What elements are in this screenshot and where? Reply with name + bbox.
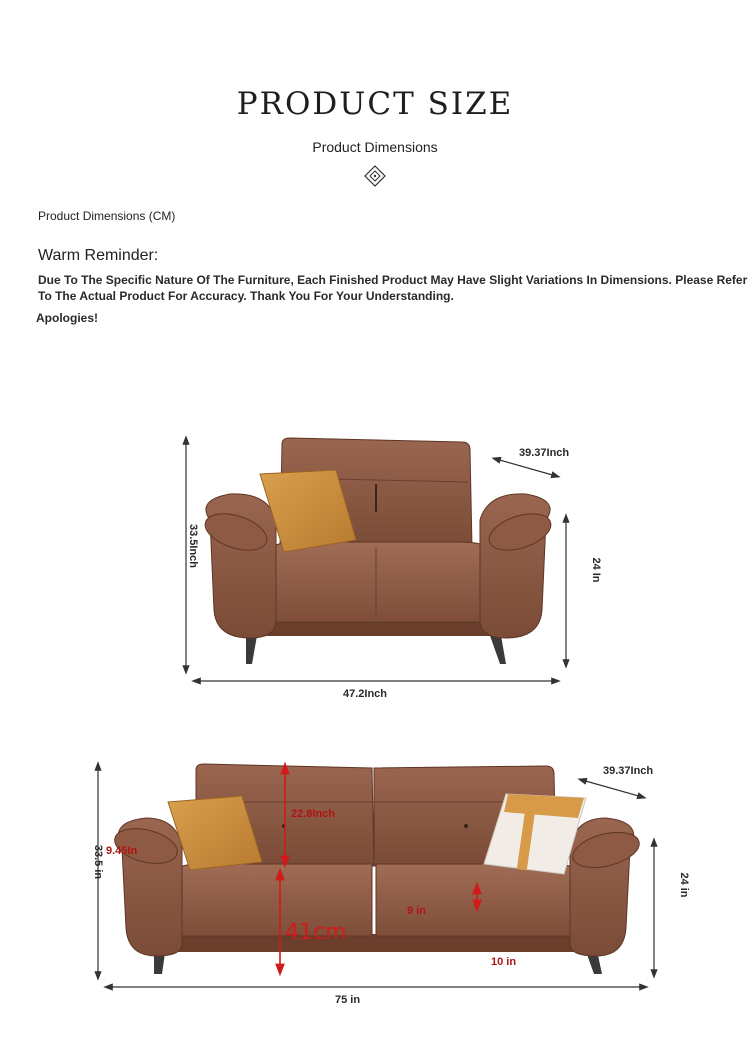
seat-cushion-right [376, 864, 582, 936]
cushion-thickness-label: 9 in [407, 905, 426, 917]
loveseat-sofa [111, 764, 643, 974]
page-subtitle: Product Dimensions [312, 139, 438, 155]
reminder-line-1: Due To The Specific Nature Of The Furniture, Each Finished Product May Have Slight Variations In Dimensions. Please Refer [38, 273, 748, 287]
arm-height-label: 9.45In [106, 845, 138, 857]
dimensions-unit-label: Product Dimensions (CM) [38, 209, 176, 223]
single-sofa [201, 438, 556, 664]
depth-label: 39.37Inch [603, 765, 654, 777]
width-label: 75 in [335, 994, 361, 1006]
seat-depth-label: 41cm [285, 920, 347, 945]
depth-dimension-line [582, 780, 642, 797]
leg-gap-label: 10 in [491, 956, 517, 968]
back-height-label: 22.8Inch [291, 808, 336, 820]
depth-label: 39.37Inch [519, 447, 570, 459]
seat-height-label: 24 In [590, 557, 602, 583]
sofa-seat-cushion [262, 542, 496, 622]
depth-dimension-line [496, 459, 556, 476]
seat-height-label: 24 in [678, 872, 690, 898]
page-title: PRODUCT SIZE [236, 86, 514, 122]
height-label: 33.5Inch [187, 523, 199, 569]
reminder-title: Warm Reminder: [38, 247, 159, 264]
apology-text: Apologies! [36, 311, 98, 325]
width-label: 47.2Inch [343, 688, 388, 700]
reminder-line-2: To The Actual Product For Accuracy. Thank You For Your Understanding. [38, 288, 454, 303]
sofa-base [146, 934, 604, 952]
height-label: 33.5 in [92, 844, 104, 880]
